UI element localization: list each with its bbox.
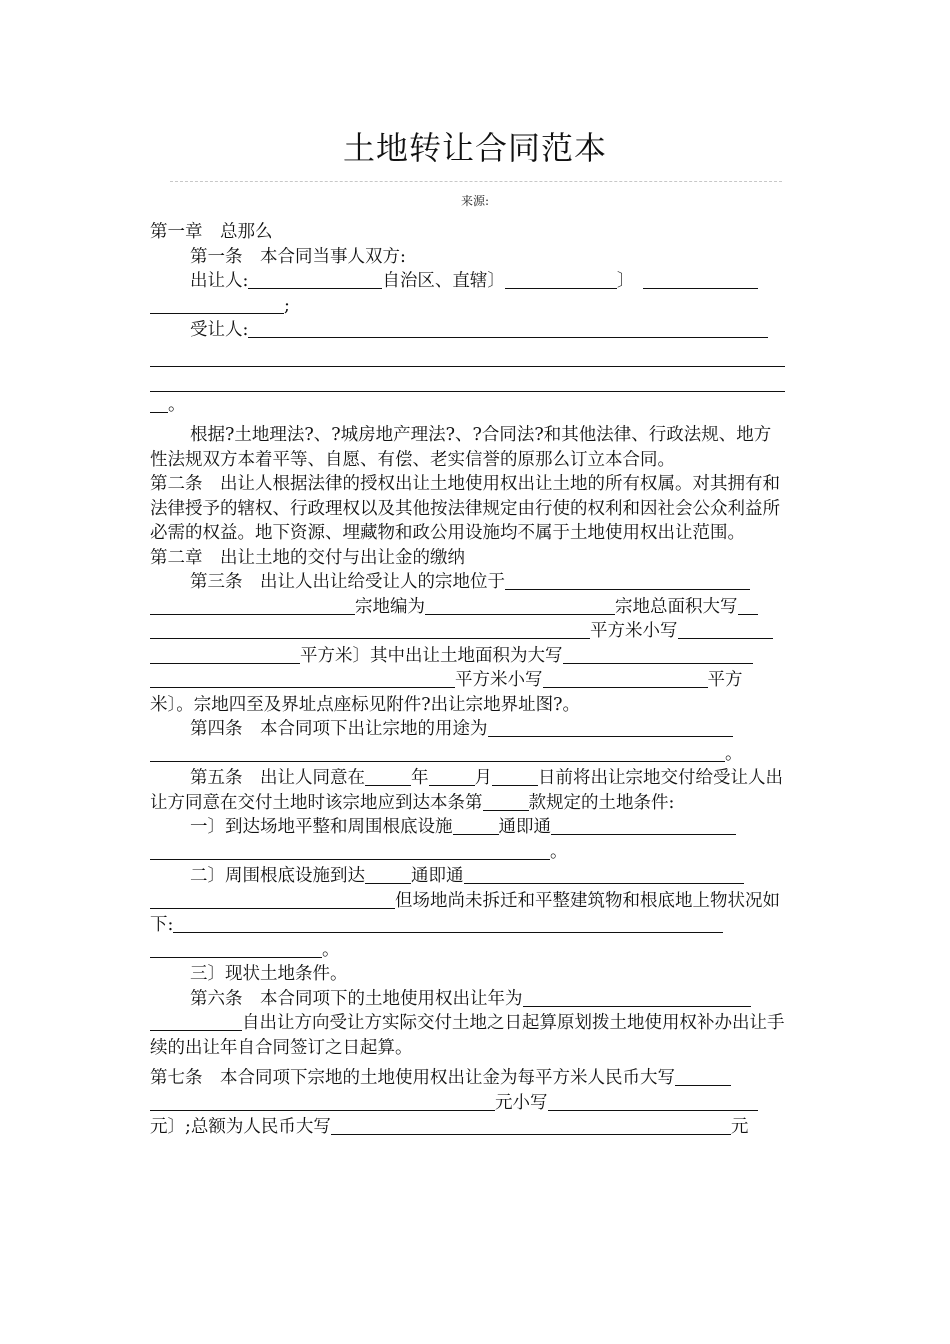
blank-line <box>150 368 785 392</box>
condition-2 <box>150 864 785 962</box>
article-6-text: 自出让方向受让方实际交付土地之日起算原划拨土地使用权补办出让手续的出让年自合同签订之日起算。 <box>150 1013 785 1058</box>
month-label: 月 <box>474 768 492 788</box>
blank-field <box>464 865 744 884</box>
article-3-text: 宗地总面积大写 <box>615 596 738 617</box>
blank-field <box>150 1012 242 1031</box>
blank-line <box>150 343 785 367</box>
transferor-line <box>150 269 785 318</box>
condition-2-text: 二〕周围根底设施到达 <box>190 866 365 886</box>
article-3-text: 平方米〕其中出让土地面积为大写 <box>300 645 563 666</box>
blank-field <box>150 394 168 413</box>
source-line: 来源: <box>460 194 490 208</box>
blank-field <box>523 988 751 1007</box>
period: 。 <box>168 394 186 415</box>
blank-field <box>488 718 733 737</box>
article-5-text: 款规定的土地条件: <box>528 792 675 813</box>
article-1: 第一条 本合同当事人双方: <box>190 246 406 267</box>
condition-1-text: 通即通 <box>498 817 551 837</box>
blank-field <box>365 767 411 786</box>
article-3-text: 方米〕。宗地四至及界址点座标见附件?出让宗地界址图?。 <box>150 670 743 715</box>
article-7-text: 元〕;总额为人民币大写 <box>150 1117 331 1137</box>
blank-field <box>453 816 499 835</box>
blank-field <box>548 1092 758 1111</box>
article-3 <box>150 570 785 717</box>
chapter-1-heading: 第一章 总那么 <box>150 222 273 242</box>
article-6 <box>150 987 785 1061</box>
article-5 <box>150 766 785 815</box>
blank-field <box>678 620 773 639</box>
blank-field <box>675 1067 731 1086</box>
blank-field <box>425 596 615 615</box>
blank-field <box>492 767 538 786</box>
blank-field <box>331 1116 731 1135</box>
blank-field <box>150 841 550 860</box>
blank-field <box>563 645 753 664</box>
transferee-end <box>150 393 785 418</box>
period: 。 <box>322 939 340 960</box>
document-title: 土地转让合同范本 <box>342 129 607 167</box>
article-3-text: 平方米小写 <box>590 621 678 641</box>
article-3-text: 平 <box>707 670 725 690</box>
blank-field <box>150 620 590 639</box>
blank-field <box>543 669 708 688</box>
condition-1 <box>150 815 785 864</box>
article-2: 第二条 出让人根据法律的授权出让土地使用权出让土地的所有权属。对其拥有和法律授予的辖权、行政理权以及其他按法律规定由行使的权利和因社会公众利益所必需的权益。地下资源、埋藏物和政公用设施均不属于土地使用权出让范围。 <box>150 474 780 543</box>
blank-field <box>150 743 725 762</box>
condition-2-text: 通即通 <box>411 866 464 886</box>
blank-field <box>365 865 411 884</box>
blank-field <box>429 767 475 786</box>
blank-field <box>643 270 758 289</box>
blank-field <box>505 571 750 590</box>
blank-field <box>248 319 768 338</box>
condition-2-text: 但场地尚未拆迁和平整建筑物和根底地上物状况如下: <box>150 890 780 935</box>
blank-field <box>150 939 322 958</box>
year-label: 年 <box>411 768 429 788</box>
period: 。 <box>550 841 568 862</box>
blank-field <box>150 295 284 314</box>
period: 。 <box>725 743 743 764</box>
dashed-divider <box>170 181 782 182</box>
blank-field <box>483 792 529 811</box>
yuan-label: 元 <box>730 1117 749 1137</box>
paren-close: 〕 <box>616 271 635 291</box>
blank-field <box>551 816 736 835</box>
article-7-text: 第七条 本合同项下宗地的土地使用权出让金为每平方米人民币大写 <box>150 1068 675 1088</box>
blank-field <box>150 1092 495 1111</box>
transferor-label: 出让人: <box>190 271 249 291</box>
article-5-text: 日前将出让宗地交付给受让人出让方同意在交付土地时该宗地应到达本条第 <box>150 768 783 813</box>
condition-1-text: 一〕到达场地平整和周围根底设施 <box>190 817 453 837</box>
contract-body <box>150 220 785 1140</box>
blank-field <box>173 914 723 933</box>
basis-paragraph: 根据?土地理法?、?城房地产理法?、?合同法?和其他法律、行政法规、地方性法规双方本着平等、自愿、有偿、老实信誉的原那么订立本合同。 <box>150 425 772 470</box>
blank-field <box>150 596 355 615</box>
blank-field <box>505 270 617 289</box>
article-5-text: 第五条 出让人同意在 <box>190 768 365 788</box>
article-3-text: 平方米小写 <box>455 670 543 690</box>
semicolon: ; <box>284 295 290 316</box>
article-3-text: 宗地编为 <box>355 596 425 617</box>
article-4-text: 第四条 本合同项下出让宗地的用途为 <box>190 719 488 739</box>
blank-field <box>738 596 758 615</box>
transferee-label: 受让人: <box>190 320 249 340</box>
article-6-text: 第六条 本合同项下的土地使用权出让年为 <box>190 988 523 1009</box>
blank-field <box>150 890 395 909</box>
blank-field <box>150 645 300 664</box>
blank-field <box>248 270 382 289</box>
transferor-region-text: 自治区、直辖〕 <box>382 271 505 291</box>
transferee-line <box>150 318 785 343</box>
article-4 <box>150 717 785 766</box>
blank-field <box>150 669 455 688</box>
article-7 <box>150 1066 785 1140</box>
article-7-text: 元小写 <box>495 1092 548 1113</box>
condition-3: 三〕现状土地条件。 <box>190 964 348 984</box>
chapter-2-heading: 第二章 出让土地的交付与出让金的缴纳 <box>150 547 465 568</box>
article-3-text: 第三条 出让人出让给受让人的宗地位于 <box>190 572 505 592</box>
